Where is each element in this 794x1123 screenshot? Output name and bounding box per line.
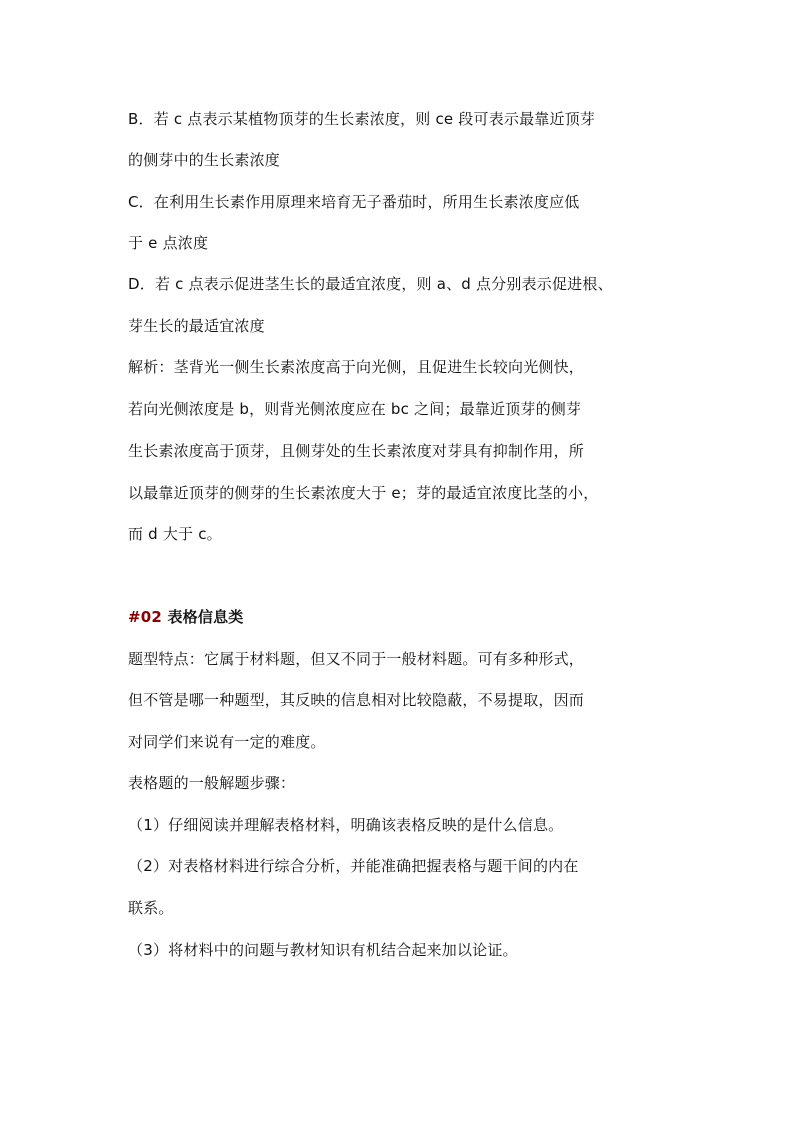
analysis-line-1: 解析：茎背光一侧生长素浓度高于向光侧，且促进生长较向光侧快， bbox=[128, 358, 585, 376]
analysis-line-5: 而 d 大于 c。 bbox=[128, 525, 222, 543]
option-b-line-1: B．若 c 点表示某植物顶芽的生长素浓度，则 ce 段可表示最靠近顶芽 bbox=[128, 110, 596, 128]
section-number: #02 bbox=[128, 608, 163, 626]
step-2-line-2: 联系。 bbox=[128, 899, 174, 917]
section-title: 表格信息类 bbox=[167, 608, 244, 626]
step-3: （3）将材料中的问题与教材知识有机结合起来加以论证。 bbox=[128, 941, 518, 959]
option-c-line-2: 于 e 点浓度 bbox=[128, 234, 209, 252]
step-1: （1）仔细阅读并理解表格材料，明确该表格反映的是什么信息。 bbox=[128, 816, 564, 834]
option-b-line-2: 的侧芽中的生长素浓度 bbox=[128, 151, 281, 169]
analysis-line-3: 生长素浓度高于顶芽，且侧芽处的生长素浓度对芽具有抑制作用，所 bbox=[128, 442, 585, 460]
analysis-line-4: 以最靠近顶芽的侧芽的生长素浓度大于 e；芽的最适宜浓度比茎的小， bbox=[128, 484, 599, 502]
section-heading bbox=[128, 607, 688, 627]
step-2-line-1: （2）对表格材料进行综合分析，并能准确把握表格与题干间的内在 bbox=[128, 857, 579, 875]
section-line-3: 对同学们来说有一定的难度。 bbox=[128, 733, 326, 751]
section-line-2: 但不管是哪一种题型，其反映的信息相对比较隐蔽，不易提取，因而 bbox=[128, 691, 585, 709]
section-line-1: 题型特点：它属于材料题，但又不同于一般材料题。可有多种形式， bbox=[128, 650, 585, 668]
option-c-line-1: C．在利用生长素作用原理来培育无子番茄时，所用生长素浓度应低 bbox=[128, 193, 580, 211]
analysis-line-2: 若向光侧浓度是 b，则背光侧浓度应在 bc 之间；最靠近顶芽的侧芽 bbox=[128, 400, 582, 418]
option-d-line-2: 芽生长的最适宜浓度 bbox=[128, 317, 265, 335]
option-d-line-1: D．若 c 点表示促进茎生长的最适宜浓度，则 a、d 点分别表示促进根、 bbox=[128, 275, 613, 293]
section-line-4: 表格题的一般解题步骤： bbox=[128, 774, 296, 792]
